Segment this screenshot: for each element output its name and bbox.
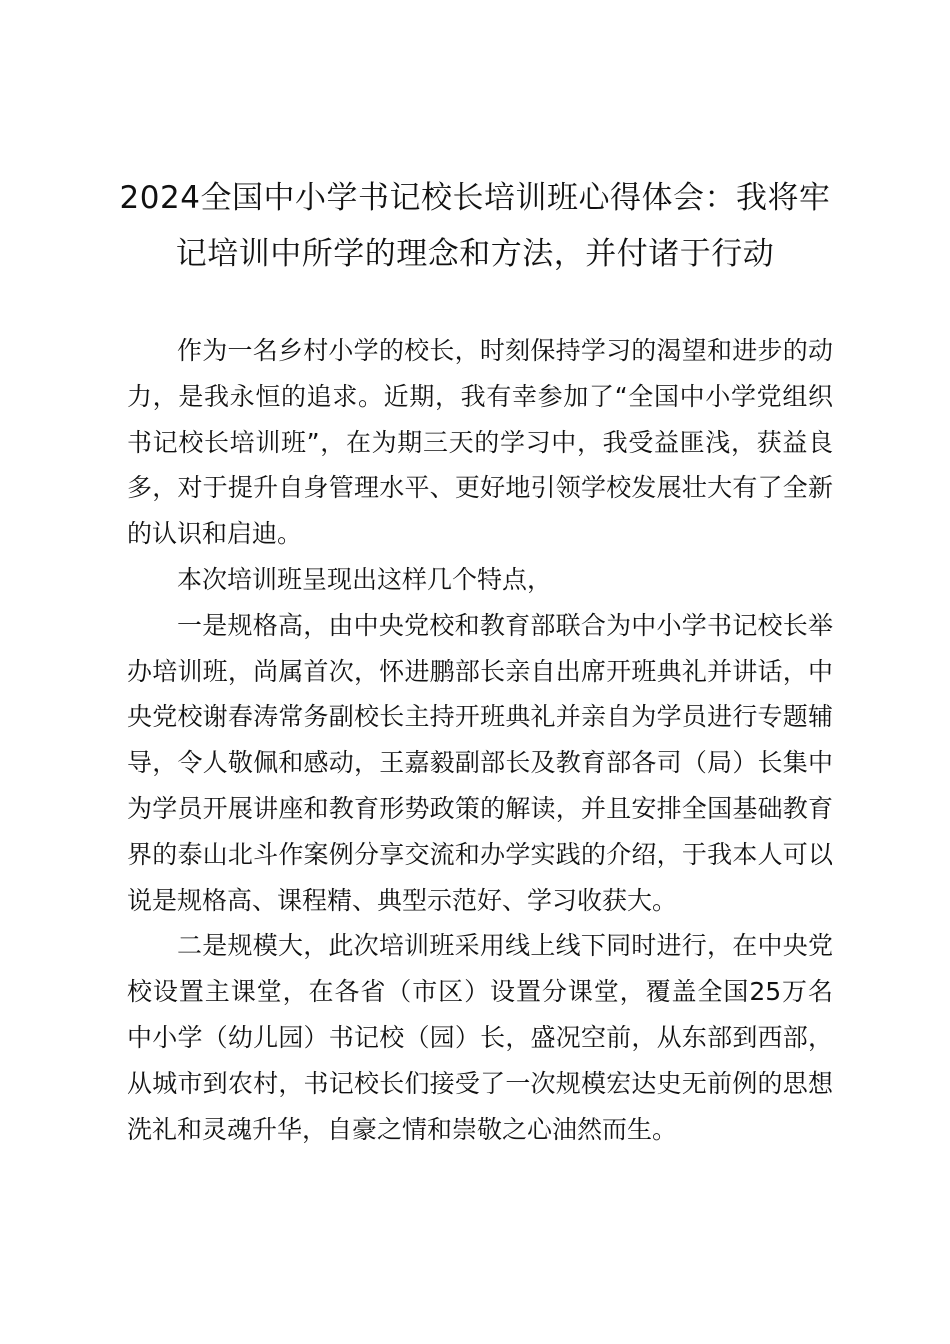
- paragraph-features-intro: 本次培训班呈现出这样几个特点，: [177, 564, 553, 594]
- paragraph-intro: 作为一名乡村小学的校长，时刻保持学习的渴望和进步的动力，是我永恒的追求。近期，我有幸参加了“全国中小学党组织书记校长培训班”，在为期三天的学习中，我受益匪浅，获益良多，对于提升自身管理水平、更好地引领学校发展壮大有了全新的认识和启迪。: [127, 336, 833, 549]
- paragraph-feature-two: 二是规模大，此次培训班采用线上线下同时进行，在中央党校设置主课堂，在各省（市区）设置分课堂，覆盖全国25万名中小学（幼儿园）书记校（园）长，盛况空前，从东部到西部，从城市到农村，书记校长们接受了一次规模宏达史无前例的思想洗礼和灵魂升华，自豪之情和崇敬之心油然而生。: [127, 931, 833, 1144]
- document-title: 2024全国中小学书记校长培训班心得体会：我将牢记培训中所学的理念和方法，并付诸于行动: [119, 180, 831, 272]
- document-body: [127, 328, 833, 1152]
- paragraph-feature-one: 一是规格高，由中央党校和教育部联合为中小学书记校长举办培训班，尚属首次，怀进鹏部长亲自出席开班典礼并讲话，中央党校谢春涛常务副校长主持开班典礼并亲自为学员进行专题辅导，令人敬佩和感动，王嘉毅副部长及教育部各司（局）长集中为学员开展讲座和教育形势政策的解读，并且安排全国基础教育界的泰山北斗作案例分享交流和办学实践的介绍，于我本人可以说是规格高、课程精、典型示范好、学习收获大。: [127, 610, 833, 915]
